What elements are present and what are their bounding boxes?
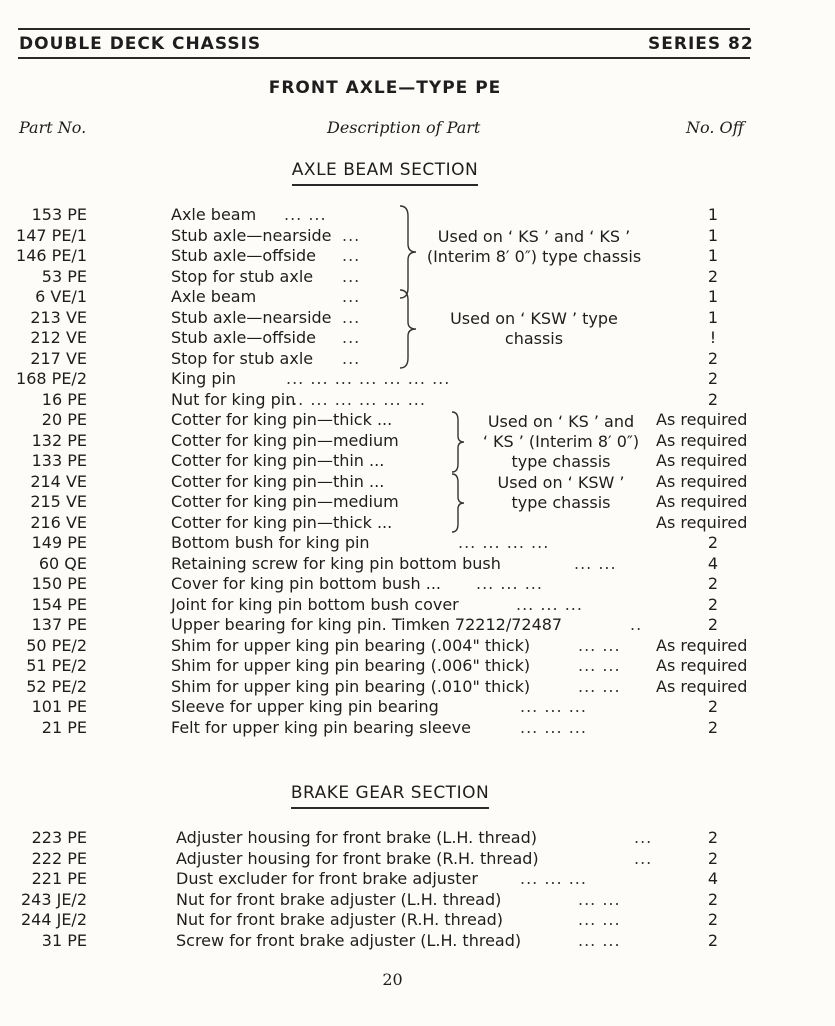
- leader-dots: ...: [342, 246, 361, 265]
- quantity: 2: [707, 369, 719, 388]
- table-row: [0, 369, 835, 390]
- quantity: As required: [656, 471, 748, 491]
- leader-dots: ... ... ... ... ... ... ...: [286, 369, 451, 388]
- leader-dots: ... ...: [578, 656, 621, 675]
- table-row: [0, 390, 835, 411]
- part-number: 214 VE: [30, 471, 87, 491]
- part-description: Retaining screw for king pin bottom bush: [171, 553, 501, 573]
- quantity: 2: [707, 594, 719, 614]
- part-number: 60 QE: [38, 553, 87, 573]
- part-number: 149 PE: [31, 533, 87, 552]
- part-description: Stub axle—nearside: [171, 225, 332, 245]
- part-description: Adjuster housing for front brake (L.H. thread): [176, 828, 538, 847]
- leader-dots: ...: [634, 848, 653, 868]
- part-number: 168 PE/2: [16, 369, 87, 388]
- part-description: Stub axle—nearside: [171, 307, 332, 327]
- part-description: Felt for upper king pin bearing sleeve: [171, 717, 471, 737]
- section-title-brake-gear: BRAKE GEAR SECTION: [270, 783, 510, 803]
- leader-dots: ... ...: [578, 930, 621, 950]
- quantity: 4: [707, 553, 719, 573]
- part-number: 221 PE: [31, 869, 87, 888]
- quantity: 1: [707, 287, 719, 306]
- table-row: [0, 677, 835, 698]
- part-number: 16 PE: [41, 389, 87, 409]
- quantity: 2: [707, 930, 719, 950]
- part-description: Nut for front brake adjuster (R.H. thread): [176, 910, 504, 929]
- table-row: [0, 615, 835, 636]
- part-description: Sleeve for upper king pin bearing: [171, 697, 439, 716]
- quantity: 4: [707, 869, 719, 888]
- part-description: Stub axle—offside: [171, 328, 316, 347]
- part-description: Cotter for king pin—medium: [171, 430, 399, 450]
- column-header-part: Part No.: [19, 118, 87, 137]
- part-number: 31 PE: [41, 930, 87, 950]
- part-number: 21 PE: [41, 717, 87, 737]
- part-number: 213 VE: [30, 307, 87, 327]
- quantity: 2: [707, 697, 719, 716]
- part-number: 6 VE/1: [35, 287, 87, 306]
- part-number: 215 VE: [30, 492, 87, 511]
- table-row: [0, 595, 835, 616]
- quantity: 2: [707, 266, 719, 286]
- quantity: 2: [707, 615, 719, 634]
- quantity: 2: [707, 848, 719, 868]
- leader-dots: ..: [630, 615, 643, 634]
- quantity: 2: [707, 889, 719, 909]
- quantity: 1: [707, 307, 719, 327]
- column-header-description: Description of Part: [327, 118, 481, 137]
- brace-ks-axle: [394, 204, 418, 300]
- table-row: [0, 574, 835, 595]
- quantity: 1: [707, 225, 719, 245]
- quantity: 2: [707, 717, 719, 737]
- table-row: [0, 533, 835, 554]
- quantity: As required: [656, 430, 748, 450]
- part-number: 216 VE: [30, 512, 87, 532]
- part-description: Shim for upper king pin bearing (.006" thick): [171, 656, 531, 675]
- table-row: [0, 718, 835, 739]
- part-number: 154 PE: [31, 594, 87, 614]
- quantity: 2: [707, 910, 719, 929]
- leader-dots: ...: [342, 307, 361, 327]
- table-row: [0, 869, 835, 890]
- table-row: [0, 656, 835, 677]
- part-description: Bottom bush for king pin: [171, 533, 370, 552]
- part-description: Cotter for king pin—thin ...: [171, 471, 385, 491]
- note-ks-axle: Used on ‘ KS ’ and ‘ KS ’ (Interim 8′ 0″) type chassis: [426, 227, 642, 266]
- part-number: 147 PE/1: [16, 225, 87, 245]
- top-rule: [18, 28, 750, 30]
- part-description: Cotter for king pin—medium: [171, 492, 399, 511]
- quantity: !: [709, 328, 717, 347]
- header-left: DOUBLE DECK CHASSIS: [19, 34, 262, 54]
- table-row: [0, 451, 835, 472]
- part-description: Adjuster housing for front brake (R.H. thread): [176, 848, 539, 868]
- leader-dots: ... ... ...: [476, 574, 543, 593]
- table-row: [0, 472, 835, 493]
- table-row: [0, 828, 835, 849]
- leader-dots: ...: [342, 348, 361, 368]
- leader-dots: ... ... ...: [520, 697, 587, 716]
- part-number: 222 PE: [31, 848, 87, 868]
- table-row: [0, 431, 835, 452]
- leader-dots: ... ... ...: [520, 717, 587, 737]
- table-row: [0, 513, 835, 534]
- part-number: 223 PE: [31, 828, 87, 847]
- part-description: Stub axle—offside: [171, 246, 316, 265]
- note-ksw-cotter: Used on ‘ KSW ’ type chassis: [497, 473, 625, 512]
- quantity: 2: [707, 828, 719, 847]
- leader-dots: ...: [342, 287, 361, 306]
- part-description: Cotter for king pin—thick ...: [171, 512, 393, 532]
- leader-dots: ... ... ... ...: [458, 533, 550, 552]
- part-number: 132 PE: [31, 430, 87, 450]
- note-ksw-axle: Used on ‘ KSW ’ type chassis: [450, 309, 618, 348]
- leader-dots: ...: [634, 828, 653, 847]
- quantity: As required: [656, 512, 748, 532]
- quantity: As required: [656, 635, 748, 655]
- part-number: 212 VE: [30, 328, 87, 347]
- part-description: Screw for front brake adjuster (L.H. thread): [176, 930, 522, 950]
- part-description: Axle beam: [171, 287, 257, 306]
- table-row: [0, 910, 835, 931]
- leader-dots: ... ...: [284, 205, 327, 224]
- part-description: Cotter for king pin—thick ...: [171, 410, 393, 429]
- part-description: Stop for stub axle: [171, 266, 314, 286]
- leader-dots: ... ...: [578, 889, 621, 909]
- quantity: As required: [656, 410, 748, 429]
- section-title-axle-beam: AXLE BEAM SECTION: [270, 160, 500, 180]
- part-description: Axle beam: [171, 205, 257, 224]
- leader-dots: ... ... ...: [516, 594, 583, 614]
- part-description: Nut for king pin: [171, 389, 296, 409]
- note-ks-cotter: Used on ‘ KS ’ and ‘ KS ’ (Interim 8′ 0″) type chassis: [482, 412, 640, 471]
- quantity: 1: [707, 246, 719, 265]
- leader-dots: ...: [342, 328, 361, 347]
- leader-dots: ... ...: [578, 910, 621, 929]
- part-number: 53 PE: [41, 266, 87, 286]
- quantity: 2: [707, 348, 719, 368]
- brace-ks-cotter: [448, 410, 468, 474]
- table-row: [0, 554, 835, 575]
- table-row: [0, 492, 835, 513]
- table-row: [0, 890, 835, 911]
- part-description: Cover for king pin bottom bush ...: [171, 574, 442, 593]
- table-row: [0, 410, 835, 431]
- part-description: Shim for upper king pin bearing (.010" thick): [171, 676, 531, 696]
- part-description: Shim for upper king pin bearing (.004" thick): [171, 635, 531, 655]
- part-description: Cotter for king pin—thin ...: [171, 451, 385, 470]
- quantity: 1: [707, 205, 719, 224]
- part-number: 52 PE/2: [26, 676, 87, 696]
- quantity: As required: [656, 492, 748, 511]
- part-number: 150 PE: [31, 574, 87, 593]
- part-description: Nut for front brake adjuster (L.H. thread): [176, 889, 502, 909]
- part-number: 133 PE: [31, 451, 87, 470]
- part-number: 137 PE: [31, 615, 87, 634]
- brace-ksw-cotter: [448, 472, 468, 534]
- header-rule: [18, 57, 750, 59]
- part-number: 146 PE/1: [16, 246, 87, 265]
- leader-dots: ... ... ...: [520, 869, 587, 888]
- part-number: 101 PE: [31, 697, 87, 716]
- part-description: Upper bearing for king pin. Timken 72212/72487: [171, 615, 563, 634]
- brace-ksw-axle: [394, 288, 418, 370]
- table-row: [0, 849, 835, 870]
- leader-dots: ...: [342, 225, 361, 245]
- part-number: 243 JE/2: [20, 889, 87, 909]
- part-description: Joint for king pin bottom bush cover: [171, 594, 459, 614]
- page-number: 20: [382, 970, 403, 989]
- part-number: 51 PE/2: [26, 656, 87, 675]
- part-number: 50 PE/2: [26, 635, 87, 655]
- part-number: 217 VE: [30, 348, 87, 368]
- part-number: 244 JE/2: [20, 910, 87, 929]
- quantity: 2: [707, 574, 719, 593]
- part-number: 153 PE: [31, 205, 87, 224]
- page-title: FRONT AXLE—TYPE PE: [268, 78, 502, 98]
- quantity: 2: [707, 533, 719, 552]
- part-description: Stop for stub axle: [171, 348, 314, 368]
- table-row: [0, 636, 835, 657]
- part-description: Dust excluder for front brake adjuster: [176, 869, 478, 888]
- part-number: 20 PE: [41, 410, 87, 429]
- quantity: As required: [656, 451, 748, 470]
- leader-dots: ...: [342, 266, 361, 286]
- table-row: [0, 697, 835, 718]
- column-header-qty: No. Off: [686, 118, 744, 137]
- leader-dots: ... ... ... ... ... ...: [286, 389, 426, 409]
- quantity: 2: [707, 389, 719, 409]
- part-description: King pin: [171, 369, 237, 388]
- table-row: [0, 931, 835, 952]
- leader-dots: ... ...: [578, 676, 621, 696]
- header-right: SERIES 82: [648, 34, 754, 54]
- quantity: As required: [656, 676, 748, 696]
- leader-dots: ... ...: [578, 635, 621, 655]
- quantity: As required: [656, 656, 748, 675]
- leader-dots: ... ...: [574, 553, 617, 573]
